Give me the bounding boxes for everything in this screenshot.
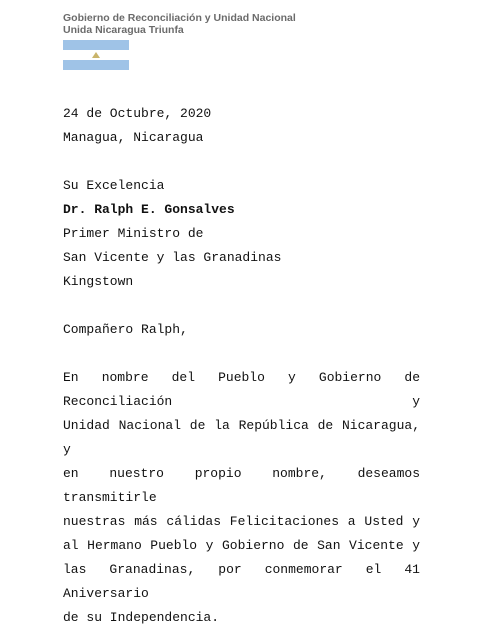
letterhead (63, 12, 296, 36)
recipient-country: San Vicente y las Granadinas (63, 250, 282, 265)
letter-greeting: Compañero Ralph, (63, 322, 188, 337)
body-line: las Granadinas, por conmemorar el 41 Aniversario (63, 562, 420, 601)
letterhead-government-name: Gobierno de Reconciliación y Unidad Nacional (63, 12, 296, 24)
coat-of-arms-icon (92, 52, 100, 58)
letter-date: 24 de Octubre, 2020 (63, 106, 212, 121)
letter-place: Managua, Nicaragua (63, 130, 204, 145)
recipient-city: Kingstown (63, 274, 134, 289)
recipient-name: Dr. Ralph E. Gonsalves (63, 202, 235, 217)
body-line: nuestras más cálidas Felicitaciones a Usted y (63, 514, 420, 529)
body-line: al Hermano Pueblo y Gobierno de San Vicente y (63, 538, 420, 553)
recipient-position: Primer Ministro de (63, 226, 204, 241)
recipient-title: Su Excelencia (63, 178, 165, 193)
body-line: Unidad Nacional de la República de Nicaragua, y (63, 418, 420, 457)
nicaragua-flag-icon (63, 40, 129, 70)
letter-body (63, 366, 420, 630)
body-line: En nombre del Pueblo y Gobierno de Reconciliación y (63, 370, 420, 409)
letterhead-slogan: Unida Nicaragua Triunfa (63, 24, 184, 36)
body-line: de su Independencia. (63, 610, 220, 625)
body-line: en nuestro propio nombre, deseamos transmitirle (63, 466, 420, 505)
